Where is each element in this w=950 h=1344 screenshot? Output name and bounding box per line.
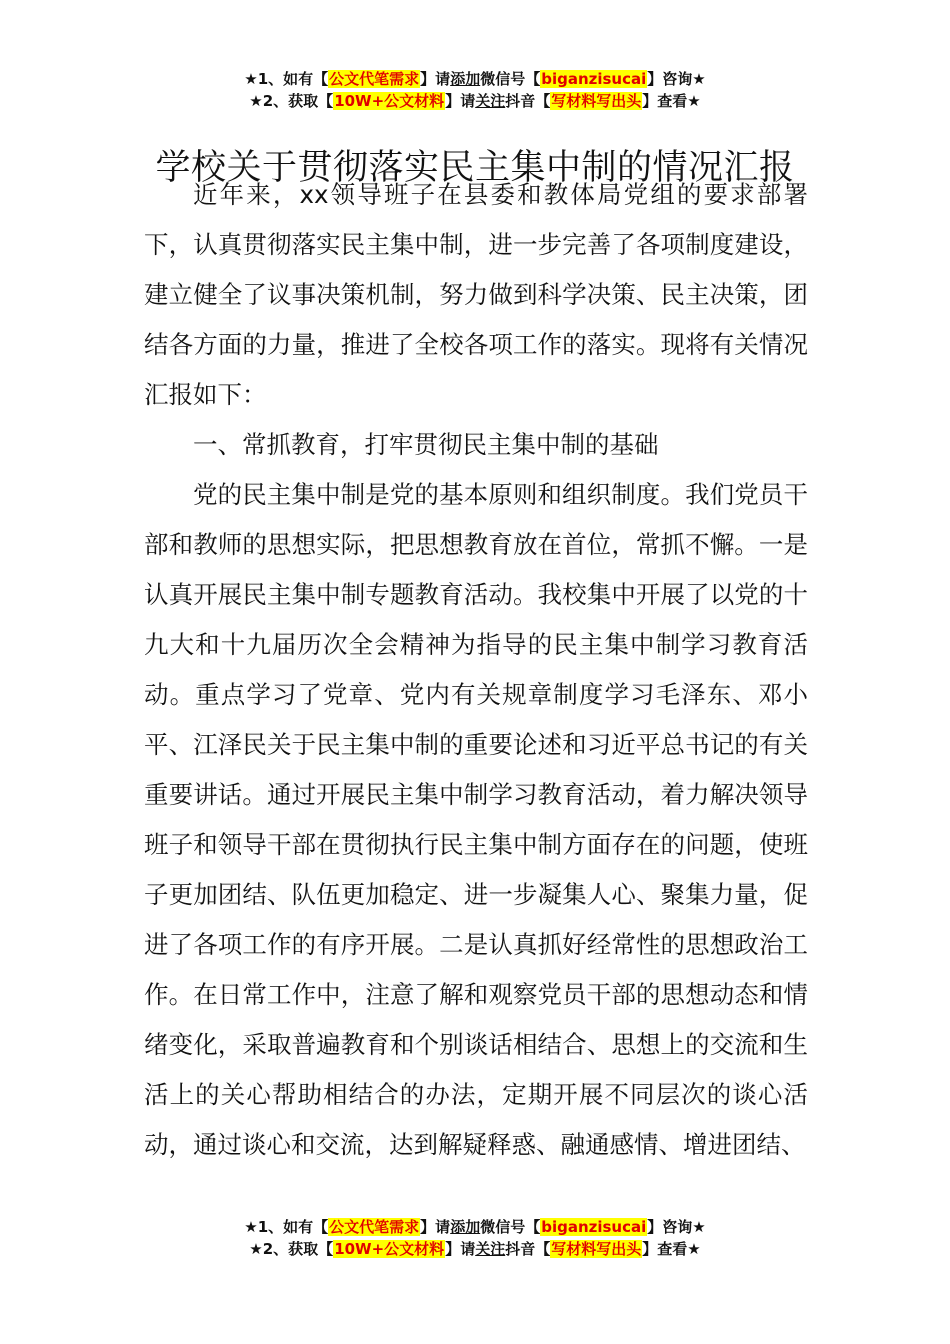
document-title: 学校关于贯彻落实民主集中制的情况汇报 <box>155 148 795 189</box>
promo-text: 抖音【 <box>505 92 551 110</box>
promo-line-1 <box>0 1216 950 1238</box>
promo-highlight: 写材料写出头 <box>551 1240 642 1258</box>
promo-line-2 <box>0 90 950 112</box>
promo-text: ★1、如有【 <box>244 1218 329 1236</box>
promo-highlight: 写材料写出头 <box>551 92 642 110</box>
promo-underline: 关注 <box>475 92 506 110</box>
paragraph-section-1: 党的民主集中制是党的基本原则和组织制度。我们党员干部和教师的思想实际，把思想教育放在首位，常抓不懈。一是认真开展民主集中制专题教育活动。我校集中开展了以党的十九大和十九届历次全会精神为指导的民主集中制学习教育活动。重点学习了党章、党内有关规章制度学习毛泽东、邓小平、江泽民关于民主集中制的重要论述和习近平总书记的有关重要讲话。通过开展民主集中制学习教育活动，着力解决领导班子和领导干部在贯彻执行民主集中制方面存在的问题，使班子更加团结、队伍更加稳定、进一步凝集人心、聚集力量，促进了各项工作的有序开展。二是认真抓好经常性的思想政治工作。在日常工作中，注意了解和观察党员干部的思想动态和情绪变化，采取普遍教育和个别谈话相结合、思想上的交流和生活上的关心帮助相结合的办法，定期开展不同层次的谈心活动，通过谈心和交流，达到解疑释惑、融通感情、增进团结、 <box>144 480 808 1159</box>
promo-line-1 <box>0 68 950 90</box>
promo-highlight: 公文代笔需求 <box>329 1218 420 1236</box>
promo-text: 微信号【 <box>480 1218 541 1236</box>
promo-highlight: 10W+公文材料 <box>334 1240 445 1258</box>
document-body <box>144 170 808 1170</box>
promo-underline: 添加 <box>450 70 481 88</box>
promo-line-2 <box>0 1238 950 1260</box>
promo-highlight: biganzisucai <box>541 1218 647 1236</box>
promo-text: 】请 <box>420 70 451 88</box>
paragraph-intro: 近年来，xx领导班子在县委和教体局党组的要求部署下，认真贯彻落实民主集中制，进一步完善了各项制度建设，建立健全了议事决策机制，努力做到科学决策、民主决策，团结各方面的力量，推进了全校各项工作的落实。现将有关情况汇报如下： <box>144 180 808 409</box>
promo-text: 抖音【 <box>505 1240 551 1258</box>
promo-text: 】请 <box>445 92 476 110</box>
promo-text: 】查看★ <box>642 1240 701 1258</box>
promo-text: ★2、获取【 <box>249 1240 334 1258</box>
promo-text: ★2、获取【 <box>249 92 334 110</box>
promo-text: 】咨询★ <box>647 70 706 88</box>
promo-text: ★1、如有【 <box>244 70 329 88</box>
promo-text: 】请 <box>420 1218 451 1236</box>
section-heading: 一、常抓教育，打牢贯彻民主集中制的基础 <box>193 430 659 459</box>
promo-banner-top <box>0 68 950 112</box>
promo-text: 】咨询★ <box>647 1218 706 1236</box>
promo-underline: 关注 <box>475 1240 506 1258</box>
promo-text: 】查看★ <box>642 92 701 110</box>
promo-underline: 添加 <box>450 1218 481 1236</box>
promo-highlight: biganzisucai <box>541 70 647 88</box>
promo-banner-bottom <box>0 1216 950 1260</box>
promo-highlight: 公文代笔需求 <box>329 70 420 88</box>
promo-text: 微信号【 <box>480 70 541 88</box>
promo-highlight: 10W+公文材料 <box>334 92 445 110</box>
promo-text: 】请 <box>445 1240 476 1258</box>
